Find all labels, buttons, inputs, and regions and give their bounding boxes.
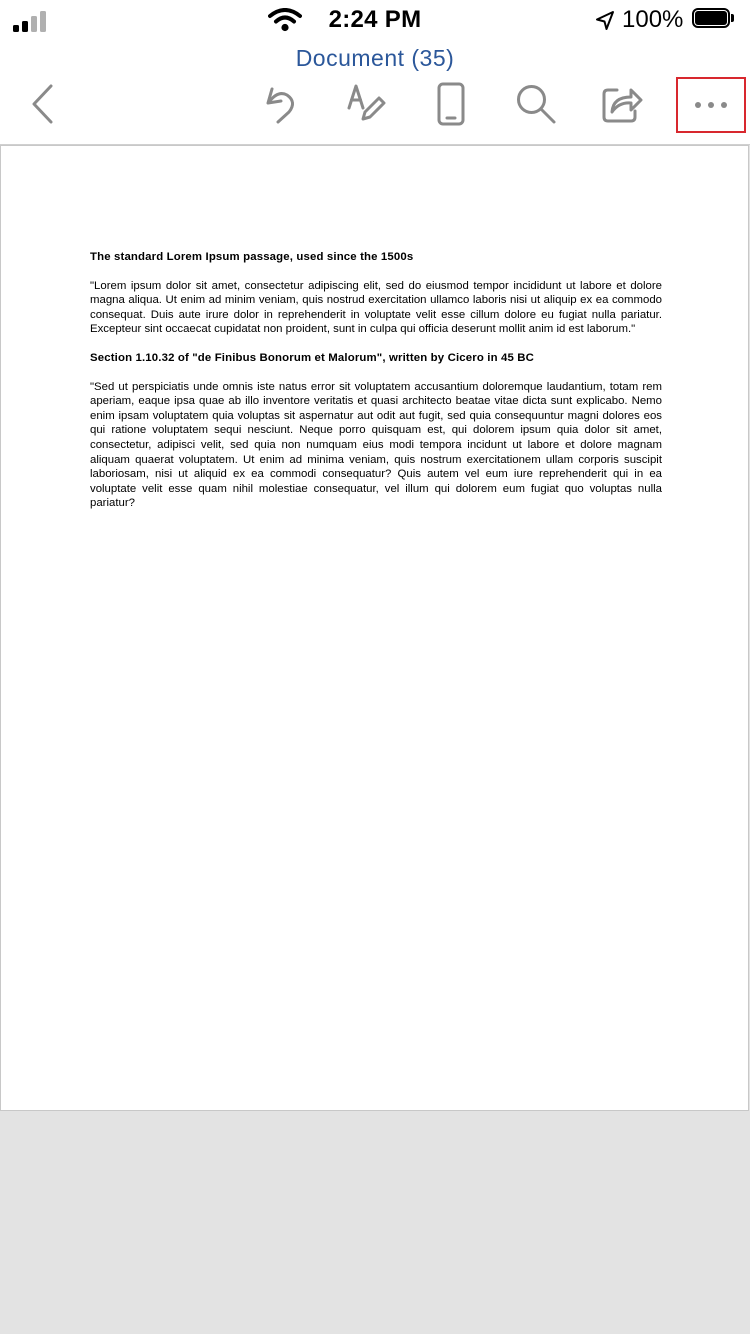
section-heading: The standard Lorem Ipsum passage, used since the 1500s xyxy=(90,251,414,263)
section-heading: Section 1.10.32 of "de Finibus Bonorum et Malorum", written by Cicero in 45 BC xyxy=(90,351,535,364)
share-icon xyxy=(600,82,644,126)
status-bar xyxy=(0,0,750,40)
undo-icon xyxy=(257,82,301,126)
document-page[interactable] xyxy=(0,145,749,1111)
share-button[interactable] xyxy=(592,76,652,132)
location-arrow-icon xyxy=(594,10,616,32)
mobile-view-button[interactable] xyxy=(421,76,481,132)
back-chevron-icon xyxy=(27,82,57,126)
battery-icon xyxy=(692,8,736,30)
document-title[interactable]: Document (35) xyxy=(295,45,455,71)
body-paragraph: "Lorem ipsum dolor sit amet, consectetur adipiscing elit, sed do eiusmod tempor incididunt ut labore et dolore magna aliqua. Ut enim ad minim veniam, quis nostrud exercitation ullamco laboris nisi ut aliquip ex ea commodo consequat. Duis aute irure dolor in reprehenderit in voluptate velit esse cillum dolore eu fugiat nulla pariatur. Excepteur sint occaecat cupidatat non proident, sunt in culpa qui officia deserunt mollit anim id est laborum." xyxy=(90,279,662,336)
status-time: 2:24 PM xyxy=(328,6,422,33)
search-button[interactable] xyxy=(506,76,566,132)
back-button[interactable] xyxy=(12,76,72,132)
draw-button[interactable] xyxy=(336,76,396,132)
draw-pen-icon xyxy=(344,82,388,126)
document-body xyxy=(90,250,662,525)
more-icon xyxy=(693,100,729,110)
undo-button[interactable] xyxy=(249,76,309,132)
more-options-button[interactable] xyxy=(676,77,746,133)
battery-percent: 100% xyxy=(622,6,684,33)
document-toolbar xyxy=(0,40,750,145)
body-paragraph: "Sed ut perspiciatis unde omnis iste natus error sit voluptatem accusantium doloremque laudantium, totam rem aperiam, eaque ipsa quae ab illo inventore veritatis et quasi architecto beatae vitae dicta sunt explicabo. Nemo enim ipsam voluptatem quia voluptas sit aspernatur aut odit aut fugit, sed quia consequuntur magni dolores eos qui ratione voluptatem sequi nesciunt. Neque porro quisquam est, qui dolorem ipsum quia dolor sit amet, consectetur, adipisci velit, sed quia non numquam eius modi tempora incidunt ut labore et dolore magnam aliquam quaerat voluptatem. Ut enim ad minima veniam, quis nostrum exercitationem ullam corporis suscipit laboriosam, nisi ut aliquid ex ea commodi consequatur? Quis autem vel eum iure reprehenderit qui in ea voluptate velit esse quam nihil molestiae consequatur, vel illum qui dolorem eum fugiat quo voluptas nulla pariatur? xyxy=(90,380,662,510)
mobile-view-icon xyxy=(436,82,466,126)
search-icon xyxy=(514,82,558,126)
